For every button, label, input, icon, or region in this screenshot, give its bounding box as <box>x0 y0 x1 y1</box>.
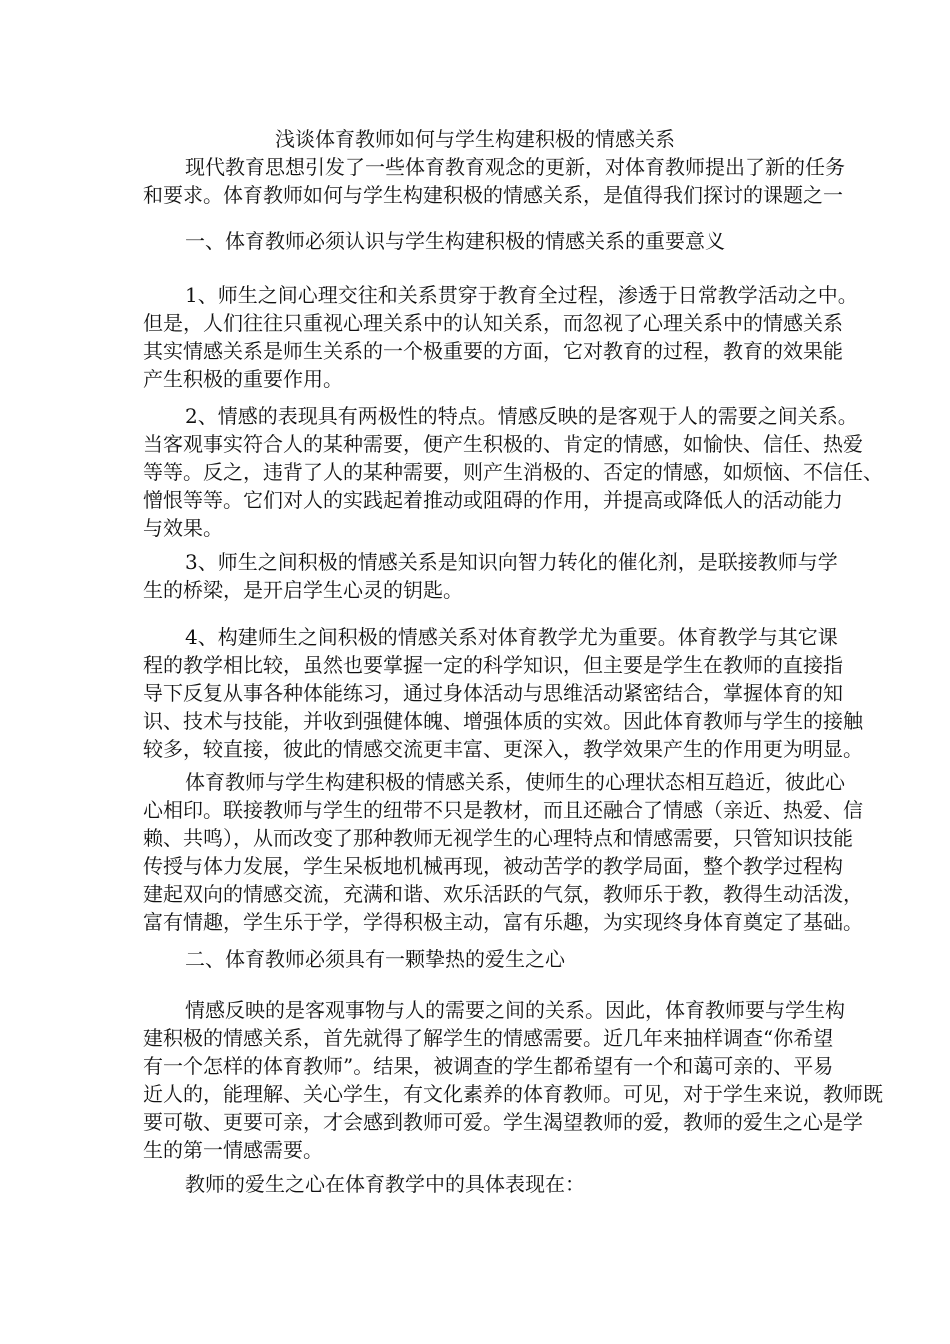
paragraph-line: 心相印。联接教师与学生的纽带不只是教材，而且还融合了情感（亲近、热爱、信 <box>143 798 863 822</box>
paragraph-line: 和要求。体育教师如何与学生构建积极的情感关系，是值得我们探讨的课题之一 <box>143 183 843 207</box>
paragraph-line: 产生积极的重要作用。 <box>143 367 343 391</box>
paragraph-line: 1、师生之间心理交往和关系贯穿于教育全过程，渗透于日常教学活动之中。 <box>185 283 858 307</box>
section-heading-text: 一、体育教师必须认识与学生构建积极的情感关系的重要意义 <box>185 229 725 253</box>
paragraph-line: 近人的，能理解、关心学生，有文化素养的体育教师。可见，对于学生来说，教师既 <box>143 1082 883 1106</box>
section-heading-text: 二、体育教师必须具有一颗挚热的爱生之心 <box>185 947 565 971</box>
paragraph-6 <box>143 996 883 1164</box>
paragraph-1 <box>143 281 858 393</box>
paragraph-line: 现代教育思想引发了一些体育教育观念的更新，对体育教师提出了新的任务 <box>185 155 845 179</box>
paragraph-line: 4、构建师生之间积极的情感关系对体育教学尤为重要。体育教学与其它课 <box>185 625 838 649</box>
paragraph-5 <box>143 768 863 936</box>
paragraph-line: 识、技术与技能，并收到强健体魄、增强体质的实效。因此体育教师与学生的接触 <box>143 709 863 733</box>
document-title: 浅谈体育教师如何与学生构建积极的情感关系 <box>275 127 675 151</box>
paragraph-line: 程的教学相比较，虽然也要掌握一定的科学知识，但主要是学生在教师的直接指 <box>143 653 843 677</box>
paragraph-line: 较多，较直接，彼此的情感交流更丰富、更深入，教学效果产生的作用更为明显。 <box>143 737 863 761</box>
paragraph-line: 生的桥梁，是开启学生心灵的钥匙。 <box>143 578 463 602</box>
paragraph-line: 建起双向的情感交流，充满和谐、欢乐活跃的气氛，教师乐于教，教得生动活泼， <box>143 882 863 906</box>
intro-paragraph <box>143 153 845 209</box>
paragraph-2 <box>143 402 883 542</box>
paragraph-line: 2、情感的表现具有两极性的特点。情感反映的是客观于人的需要之间关系。 <box>185 404 858 428</box>
paragraph-line: 与效果。 <box>143 516 223 540</box>
paragraph-line: 3、师生之间积极的情感关系是知识向智力转化的催化剂，是联接教师与学 <box>185 550 838 574</box>
paragraph-line: 教师的爱生之心在体育教学中的具体表现在： <box>185 1172 585 1196</box>
paragraph-3 <box>143 548 838 604</box>
paragraph-line: 要可敬、更要可亲，才会感到教师可爱。学生渴望教师的爱，教师的爱生之心是学 <box>143 1110 863 1134</box>
paragraph-line: 富有情趣，学生乐于学，学得积极主动，富有乐趣，为实现终身体育奠定了基础。 <box>143 910 863 934</box>
paragraph-line: 生的第一情感需要。 <box>143 1138 323 1162</box>
paragraph-line: 其实情感关系是师生关系的一个极重要的方面，它对教育的过程，教育的效果能 <box>143 339 843 363</box>
section-heading-1 <box>143 227 823 255</box>
paragraph-line: 传授与体力发展，学生呆板地机械再现，被动苦学的教学局面，整个教学过程构 <box>143 854 843 878</box>
paragraph-line: 但是，人们往往只重视心理关系中的认知关系，而忽视了心理关系中的情感关系 <box>143 311 843 335</box>
paragraph-line: 体育教师与学生构建积极的情感关系，使师生的心理状态相互趋近，彼此心 <box>185 770 845 794</box>
paragraph-line: 赖、共鸣），从而改变了那种教师无视学生的心理特点和情感需要，只管知识技能 <box>143 826 853 850</box>
paragraph-line: 有一个怎样的体育教师”。结果，被调查的学生都希望有一个和蔼可亲的、平易 <box>143 1054 834 1078</box>
paragraph-line: 情感反映的是客观事物与人的需要之间的关系。因此，体育教师要与学生构 <box>185 998 845 1022</box>
paragraph-line: 当客观事实符合人的某种需要，便产生积极的、肯定的情感，如愉快、信任、热爱 <box>143 432 863 456</box>
paragraph-line: 憎恨等等。它们对人的实践起着推动或阻碍的作用，并提高或降低人的活动能力 <box>143 488 843 512</box>
paragraph-7 <box>143 1170 823 1198</box>
paragraph-line: 建积极的情感关系，首先就得了解学生的情感需要。近几年来抽样调查“你希望 <box>143 1026 834 1050</box>
section-heading-2 <box>143 945 823 973</box>
paragraph-line: 导下反复从事各种体能练习，通过身体活动与思维活动紧密结合，掌握体育的知 <box>143 681 843 705</box>
paragraph-line: 等等。反之，违背了人的某种需要，则产生消极的、否定的情感，如烦恼、不信任、 <box>143 460 883 484</box>
paragraph-4 <box>143 623 863 763</box>
